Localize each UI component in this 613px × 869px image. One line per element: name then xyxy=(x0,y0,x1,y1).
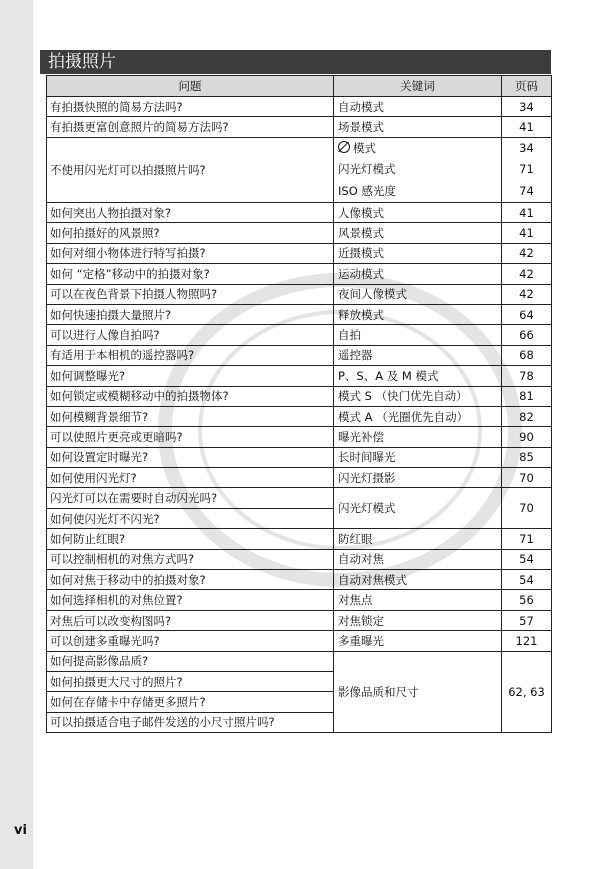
question-cell: 如何锁定或模糊移动中的拍摄物体? xyxy=(47,386,334,406)
keyword-line: 近摄模式 xyxy=(338,246,384,261)
question-cell: 如何对焦于移动中的拍摄对象? xyxy=(47,570,334,590)
page-line: 82 xyxy=(519,409,534,424)
table-row xyxy=(47,468,552,488)
page-cell xyxy=(502,137,552,202)
keyword-cell xyxy=(334,529,502,549)
page-cell xyxy=(502,203,552,223)
keyword-line: 风景模式 xyxy=(338,226,384,241)
table-row xyxy=(47,529,552,549)
page-cell xyxy=(502,610,552,630)
question-cell: 如何调整曝光? xyxy=(47,366,334,386)
question-cell: 可以进行人像自拍吗? xyxy=(47,325,334,345)
keyword-line: ISO 感光度 xyxy=(338,183,396,198)
section-title: 拍摄照片 xyxy=(40,50,551,74)
keyword-cell xyxy=(334,223,502,243)
flash-off-icon xyxy=(338,141,350,153)
page-line: 121 xyxy=(515,633,538,648)
page-cell xyxy=(502,97,552,117)
page-line: 64 xyxy=(519,307,534,322)
page-cell xyxy=(502,570,552,590)
page-cell xyxy=(502,631,552,651)
keyword-cell xyxy=(334,590,502,610)
table-row xyxy=(47,427,552,447)
keyword-cell xyxy=(334,447,502,467)
question-cell: 如何提高影像品质? xyxy=(47,651,334,671)
table-row xyxy=(47,137,552,202)
question-cell: 如何在存储卡中存储更多照片? xyxy=(47,692,334,712)
keyword-cell xyxy=(334,325,502,345)
question-cell: 如何设置定时曝光? xyxy=(47,447,334,467)
page-cell xyxy=(502,264,552,284)
question-cell: 对焦后可以改变构图吗? xyxy=(47,610,334,630)
question-cell: 如何模糊背景细节? xyxy=(47,406,334,426)
page-line: 78 xyxy=(519,368,534,383)
table-row xyxy=(47,549,552,569)
page-cell: 70 xyxy=(502,488,552,529)
keyword-cell xyxy=(334,243,502,263)
page-cell xyxy=(502,345,552,365)
question-cell: 如何防止红眼? xyxy=(47,529,334,549)
keyword-line: 自动对焦模式 xyxy=(338,572,407,587)
keyword-cell: 影像品质和尺寸 xyxy=(334,651,502,733)
question-cell: 闪光灯可以在需要时自动闪光吗? xyxy=(47,488,334,508)
keyword-line: 闪光灯模式 xyxy=(338,162,396,177)
question-cell: 如何拍摄更大尺寸的照片? xyxy=(47,671,334,691)
question-cell: 可以使照片更亮或更暗吗? xyxy=(47,427,334,447)
keyword-line: 自动对焦 xyxy=(338,552,384,567)
question-cell: 如何使用闪光灯? xyxy=(47,468,334,488)
keyword-line: 释放模式 xyxy=(338,307,384,322)
question-cell: 可以控制相机的对焦方式吗? xyxy=(47,549,334,569)
page-line: 71 xyxy=(519,162,534,177)
table-row xyxy=(47,97,552,117)
column-header-page: 页码 xyxy=(502,76,552,97)
table-row xyxy=(47,631,552,651)
keyword-line: 对焦锁定 xyxy=(338,613,384,628)
question-cell: 如何快速拍摄大量照片? xyxy=(47,304,334,324)
question-cell: 如何对细小物体进行特写拍摄? xyxy=(47,243,334,263)
column-header-keyword: 关键词 xyxy=(334,76,502,97)
keyword-cell xyxy=(334,386,502,406)
table-row xyxy=(47,406,552,426)
page-line: 41 xyxy=(519,226,534,241)
keyword-line: P、S、A 及 M 模式 xyxy=(338,368,439,383)
keyword-line: 遥控器 xyxy=(338,348,373,363)
question-cell: 可以在夜色背景下拍摄人物照吗? xyxy=(47,284,334,304)
table-row xyxy=(47,590,552,610)
table-row xyxy=(47,264,552,284)
table-row xyxy=(47,203,552,223)
table-row xyxy=(47,223,552,243)
keyword-cell xyxy=(334,631,502,651)
page-line: 54 xyxy=(519,572,534,587)
page-cell xyxy=(502,529,552,549)
table-row xyxy=(47,304,552,324)
keyword-cell xyxy=(334,468,502,488)
page-line: 42 xyxy=(519,266,534,281)
page-cell xyxy=(502,549,552,569)
page-line: 68 xyxy=(519,348,534,363)
page-cell xyxy=(502,284,552,304)
keyword-cell xyxy=(334,97,502,117)
keyword-line xyxy=(338,138,497,159)
keyword-line: 模式 S （快门优先自动） xyxy=(338,389,468,404)
question-cell: 如何使闪光灯不闪光? xyxy=(47,508,334,528)
page-number: vi xyxy=(14,823,27,838)
keyword-line: 夜间人像模式 xyxy=(338,287,407,302)
keyword-line: 多重曝光 xyxy=(338,633,384,648)
table-row xyxy=(47,610,552,630)
keyword-text: 模式 xyxy=(353,140,376,155)
table-row xyxy=(47,117,552,137)
column-header-question: 问题 xyxy=(47,76,334,97)
keyword-line: 运动模式 xyxy=(338,266,384,281)
keyword-cell xyxy=(334,345,502,365)
page-line: 90 xyxy=(519,429,534,444)
page-line: 34 xyxy=(519,99,534,114)
table-row xyxy=(47,366,552,386)
page-line: 71 xyxy=(519,531,534,546)
page-line: 74 xyxy=(519,183,534,198)
question-cell: 有拍摄更富创意照片的简易方法吗? xyxy=(47,117,334,137)
page-line: 41 xyxy=(519,205,534,220)
keyword-line: 模式 A （光圈优先自动） xyxy=(338,409,469,424)
keyword-cell xyxy=(334,264,502,284)
page-cell xyxy=(502,304,552,324)
table-row xyxy=(47,284,552,304)
section-header xyxy=(40,50,551,74)
page-cell xyxy=(502,406,552,426)
keyword-line: 人像模式 xyxy=(338,205,384,220)
question-cell: 有拍摄快照的简易方法吗? xyxy=(47,97,334,117)
page-cell xyxy=(502,223,552,243)
page-cell xyxy=(502,386,552,406)
keyword-line: 防红眼 xyxy=(338,531,373,546)
page-line: 57 xyxy=(519,613,534,628)
page-cell xyxy=(502,366,552,386)
table-row xyxy=(47,325,552,345)
page-line: 54 xyxy=(519,552,534,567)
keyword-line: 对焦点 xyxy=(338,593,373,608)
table-header-row xyxy=(47,76,552,97)
page-cell xyxy=(502,117,552,137)
page-cell: 62, 63 xyxy=(502,651,552,733)
page-line: 41 xyxy=(519,120,534,135)
question-cell: 有适用于本相机的遥控器吗? xyxy=(47,345,334,365)
keyword-line: 曝光补偿 xyxy=(338,429,384,444)
keyword-cell xyxy=(334,284,502,304)
page-line: 66 xyxy=(519,328,534,343)
keyword-cell xyxy=(334,366,502,386)
table-row xyxy=(47,488,552,508)
page-line: 85 xyxy=(519,450,534,465)
question-cell: 如何突出人物拍摄对象? xyxy=(47,203,334,223)
page-line: 70 xyxy=(519,470,534,485)
page-cell xyxy=(502,243,552,263)
page-margin-strip xyxy=(0,0,33,869)
table-row xyxy=(47,447,552,467)
table-row xyxy=(47,386,552,406)
question-cell: 如何 “定格”移动中的拍摄对象? xyxy=(47,264,334,284)
table-row xyxy=(47,570,552,590)
page-cell xyxy=(502,427,552,447)
keyword-cell xyxy=(334,570,502,590)
page-cell xyxy=(502,325,552,345)
question-cell: 可以拍摄适合电子邮件发送的小尺寸照片吗? xyxy=(47,712,334,732)
faq-table xyxy=(46,75,552,733)
keyword-cell: 闪光灯模式 xyxy=(334,488,502,529)
page-line: 56 xyxy=(519,593,534,608)
keyword-cell xyxy=(334,304,502,324)
question-cell: 如何选择相机的对焦位置? xyxy=(47,590,334,610)
page-line: 81 xyxy=(519,389,534,404)
table-row xyxy=(47,345,552,365)
page-line: 34 xyxy=(519,140,534,155)
page-cell xyxy=(502,590,552,610)
page-cell xyxy=(502,447,552,467)
keyword-cell xyxy=(334,203,502,223)
page-line: 42 xyxy=(519,246,534,261)
keyword-cell xyxy=(334,117,502,137)
keyword-line: 自拍 xyxy=(338,328,361,343)
keyword-line: 自动模式 xyxy=(338,99,384,114)
keyword-cell xyxy=(334,610,502,630)
page-line: 42 xyxy=(519,287,534,302)
keyword-line: 长时间曝光 xyxy=(338,450,396,465)
table-row xyxy=(47,651,552,671)
page-cell xyxy=(502,468,552,488)
keyword-line: 场景模式 xyxy=(338,120,384,135)
keyword-cell xyxy=(334,427,502,447)
keyword-cell xyxy=(334,406,502,426)
keyword-cell xyxy=(334,549,502,569)
question-cell: 如何拍摄好的风景照? xyxy=(47,223,334,243)
keyword-line: 闪光灯摄影 xyxy=(338,470,396,485)
keyword-cell xyxy=(334,137,502,202)
question-cell: 可以创建多重曝光吗? xyxy=(47,631,334,651)
question-cell: 不使用闪光灯可以拍摄照片吗? xyxy=(47,137,334,202)
table-row xyxy=(47,243,552,263)
